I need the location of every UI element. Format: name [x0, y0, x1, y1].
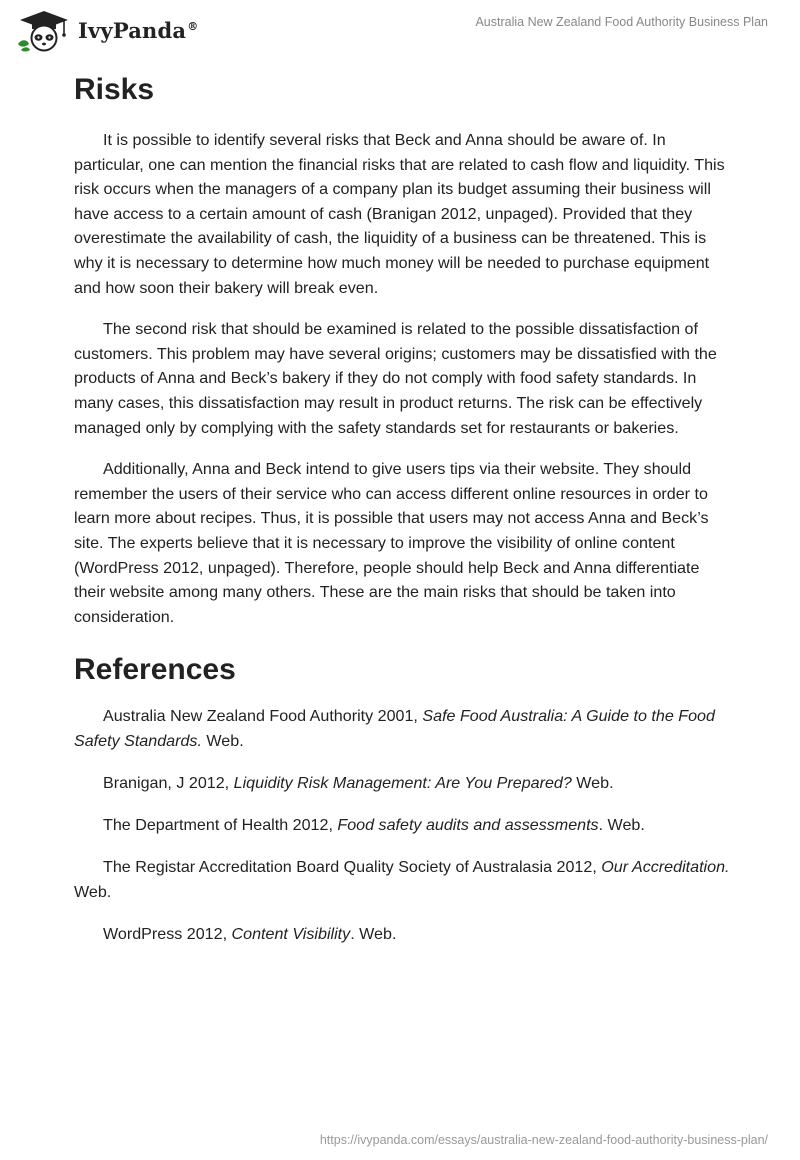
registered-mark: ®	[187, 19, 199, 33]
risks-paragraph: It is possible to identify several risks that Beck and Anna should be aware of. In particular, one can mention the financial risks that are related to cash flow and liquidity. This risk occurs when the managers of a company plan its budget assuming their business will have access to a certain amount of cash (Branigan 2012, unpaged). Provided that they overestimate the availability of cash, the liquidity of a business can be threatened. This is why it is necessary to determine how much money will be needed to purchase equipment and how soon their bakery will break even.	[74, 131, 725, 297]
reference-item: The Registar Accreditation Board Quality Society of Australasia 2012, Our Accreditation. Web.	[74, 858, 730, 901]
risks-heading: Risks	[74, 73, 155, 106]
reference-title: Liquidity Risk Management: Are You Prepared?	[233, 773, 572, 792]
brand-logo[interactable]	[14, 8, 198, 52]
risks-paragraph: The second risk that should be examined is related to the possible dissatisfaction of customers. This problem may have several origins; customers may be dissatisfied with the products of Anna and Beck’s bakery if they do not comply with food safety standards. In many cases, this dissatisfaction may result in product returns. The risk can be effectively managed only by complying with the safety standards set for restaurants or bakeries.	[74, 320, 717, 437]
reference-title: Content Visibility	[231, 924, 351, 943]
reference-title: Safe Food Australia: A Guide to the Food Safety Standards.	[74, 707, 715, 750]
panda-graduate-icon	[14, 8, 74, 52]
reference-item: Branigan, J 2012, Liquidity Risk Management: Are You Prepared? Web.	[103, 773, 614, 792]
reference-title: Our Accreditation.	[601, 858, 730, 877]
reference-title: Food safety audits and assessments	[337, 816, 599, 835]
reference-item: Australia New Zealand Food Authority 2001, Safe Food Australia: A Guide to the Food Safety Standards. Web.	[74, 707, 715, 750]
page-header	[0, 0, 800, 60]
references-heading: References	[74, 653, 236, 687]
document-title: Australia New Zealand Food Authority Business Plan	[475, 15, 768, 29]
source-url[interactable]: https://ivypanda.com/essays/australia-new-zealand-food-authority-business-plan/	[319, 1133, 768, 1147]
risks-paragraph: Additionally, Anna and Beck intend to give users tips via their website. They should remember the users of their service who can access different online resources in order to learn more about recipes. Thus, it is possible that users may not access Anna and Beck’s site. The experts believe that it is necessary to improve the visibility of online content (WordPress 2012, unpaged). Therefore, people should help Beck and Anna differentiate their website among many others. These are the main risks that should be taken into consideration.	[74, 460, 709, 626]
reference-item: The Department of Health 2012, Food safety audits and assessments. Web.	[103, 816, 645, 835]
reference-item: WordPress 2012, Content Visibility. Web.	[103, 924, 397, 943]
essay-content	[74, 70, 730, 964]
brand-name: IvyPanda®	[78, 17, 199, 43]
